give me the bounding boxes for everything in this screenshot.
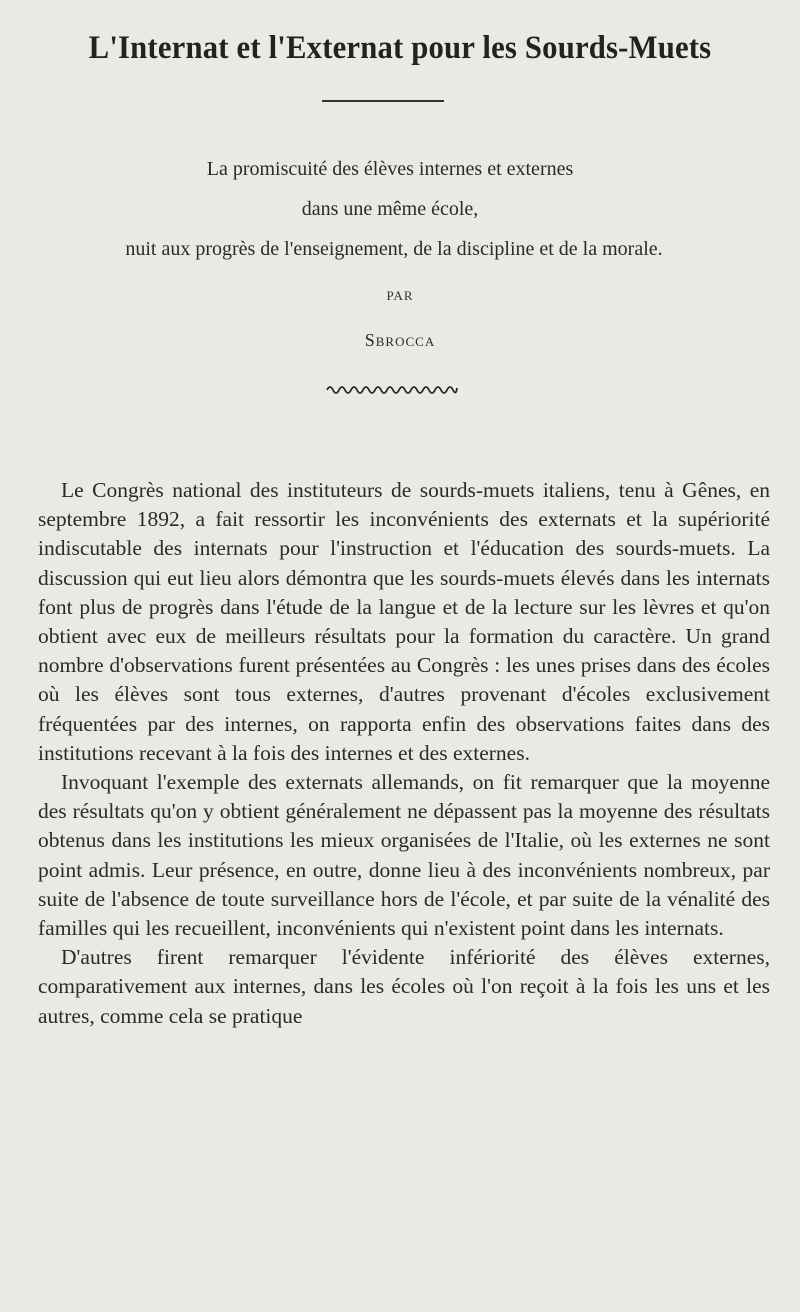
article-title: L'Internat et l'Externat pour les Sourds-Muets bbox=[88, 30, 712, 66]
ornament-divider bbox=[325, 378, 459, 398]
subtitle-line-2: dans une même école, bbox=[301, 198, 479, 220]
title-divider bbox=[322, 100, 444, 102]
body-paragraph-1: Le Congrès national des instituteurs de sourds-muets italiens, tenu à Gênes, en septembre 1892, a fait ressortir les inconvénients des externats et la supériorité indiscutable des internats pour l'instruction et l'éducation des sourds-muets. La discussion qui eut lieu alors démontra que les sourds-muets élevés dans les internats font plus de progrès dans l'étude de la langue et de la lecture sur les lèvres et qu'on obtient avec eux de meilleurs résultats pour la formation du caractère. Un grand nombre d'observations furent présentées au Congrès : les unes prises dans des écoles où les élèves sont tous externes, d'autres provenant d'écoles exclusivement fréquentées par des internes, on rapporta enfin des observations faites dans des institutions recevant à la fois des internes et des externes. bbox=[38, 478, 770, 765]
subtitle-line-3: nuit aux progrès de l'enseignement, de la discipline et de la morale. bbox=[125, 238, 663, 260]
article-body bbox=[38, 476, 770, 1031]
byline-author: Sbrocca bbox=[364, 330, 436, 350]
body-paragraph-3: D'autres firent remarquer l'évidente infériorité des élèves externes, comparativement aux internes, dans les écoles où l'on reçoit à la fois les uns et les autres, comme cela se pratique bbox=[38, 945, 770, 1028]
byline-par: PAR bbox=[386, 288, 414, 303]
body-paragraph-2: Invoquant l'exemple des externats allemands, on fit remarquer que la moyenne des résultats qu'on y obtient généralement ne dépassent pas la moyenne des résultats obtenus dans les institutions les mieux organisées de l'Italie, où les externes ne sont point admis. Leur présence, en outre, donne lieu à des inconvénients nombreux, par suite de l'absence de toute surveillance hors de l'école, et par suite de la vénalité des familles qui les recueillent, inconvénients qui n'existent point dans les internats. bbox=[38, 770, 770, 941]
subtitle-line-1: La promiscuité des élèves internes et externes bbox=[206, 158, 574, 180]
